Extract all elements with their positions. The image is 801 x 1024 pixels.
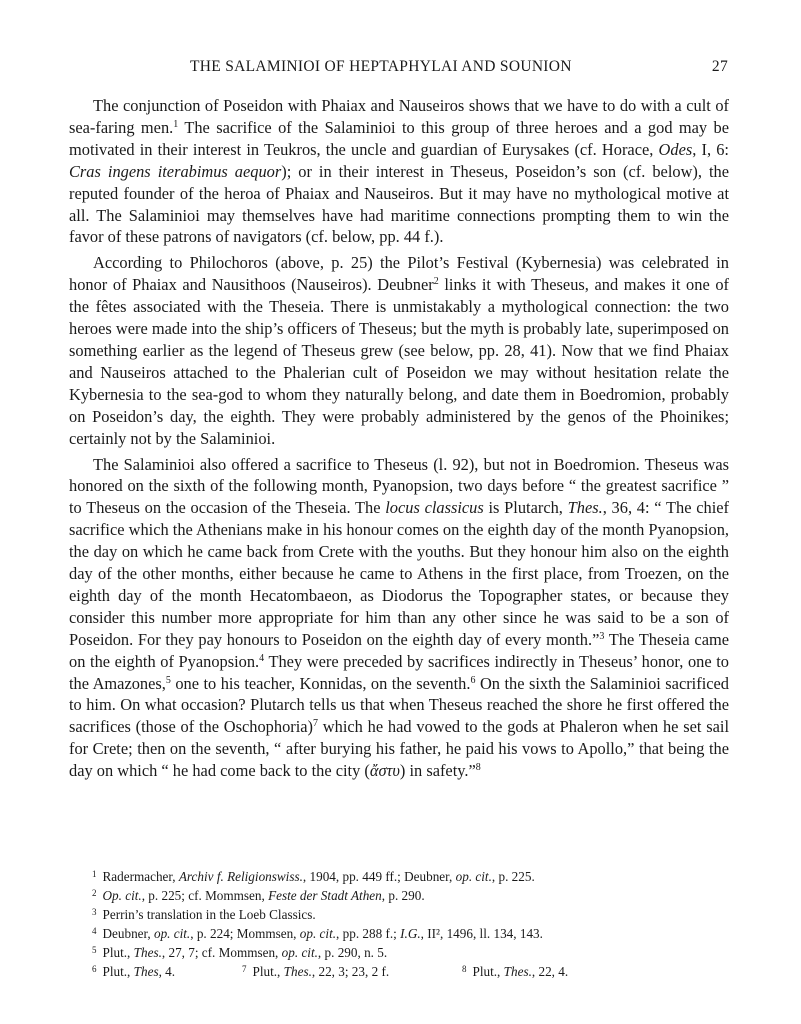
text-run: They were preceded by sacrifices indirectly in Theseus’ honor, one to the Amazones,: [69, 651, 729, 693]
text-run: , p. 225.: [491, 869, 535, 884]
footnote-number: 7: [242, 964, 247, 974]
text-run: Radermacher,: [102, 869, 179, 884]
italic-title: Odes: [658, 139, 693, 159]
text-run: , p. 225; cf. Mommsen,: [141, 888, 269, 903]
italic-abbrev: op. cit.: [299, 926, 337, 941]
text-run: , 36, 4: “ The chief sacrifice which the Athenians make in his honour comes on the eighth day of the month Pyanopsion, the day on which he came back from Crete with the youths. But they honour him also on the eighth day of the other months, either because he came to Athens in the first place, from Troezen, on the eighth day of the month Hecatombaeon, as Diodorus the Topographer states, or because they consider this number more appropriate for him than any other since he was said to be a son of Poseidon. For they pay honours to Poseidon on the eighth day of every month.”: [69, 498, 729, 649]
text-run: The Salaminioi also offered a sacrifice to Theseus (l. 92), but not in Boedromion. Theseus was honored on the sixth of the following month, Pyanopsion, two days before “ the greatest sacrifice ” to Theseus on the occasion of the Theseia. The: [69, 454, 729, 518]
text-run: Plut.,: [102, 945, 134, 960]
text-run: The conjunction of Poseidon with Phaiax and Nauseiros shows that we have to do with a cult of sea-faring men.: [69, 96, 729, 137]
footnote-3: [92, 905, 712, 924]
footnote-number: 8: [462, 964, 467, 974]
footnote-ref: 1: [173, 118, 179, 130]
footnote-7: [242, 962, 462, 981]
italic-abbrev: I.G.: [400, 926, 421, 941]
footnote-number: 1: [92, 869, 97, 879]
footnote-5: [92, 943, 712, 962]
footnote-ref: 2: [433, 276, 439, 288]
text-run: Deubner,: [102, 926, 154, 941]
footnote-number: 5: [92, 945, 97, 955]
text-run: is Plutarch,: [483, 498, 568, 518]
text-run: links it with Theseus, and makes it one of the fêtes associated with the Theseia. There is unmistakably a mythological connection: the two heroes were made into the ship’s officers of Theseus; but the myth is probably late, superimposed on something earlier as the legend of Theseus grew (see below, pp. 28, 41). Now that we find Phaiax and Nauseiros attached to the Phalerian cult of Poseidon we may without hesitation relate the Kybernesia to the sea-god to whom they naturally belong, and date them in Boedromion, probably on Poseidon’s day, the eighth. They were probably administered by the genos of the Phoinikes; certainly not by the Salaminioi.: [69, 275, 729, 448]
footnote-2: [92, 886, 712, 905]
text-run: one to his teacher, Konnidas, on the seventh.: [170, 673, 471, 693]
footnote-row-6-8: [92, 962, 712, 981]
text-run: ); or in their interest in Theseus, Poseidon’s son (cf. below), the reputed founder of the heroa of Phaiax and Nauseiros. But it may have no mythological motive at all. The Salaminioi may themselves have had maritime connections prompting them to win the favor of these patrons of navigators (cf. below, pp. 44 f.).: [69, 161, 729, 247]
text-run: , 22, 3; 23, 2 f.: [311, 964, 390, 979]
text-run: The Theseia came on the eighth of Pyanopsion.: [69, 629, 729, 671]
page-number: 27: [711, 58, 728, 75]
text-run: , p. 290.: [381, 888, 425, 903]
footnote-ref: 6: [470, 674, 476, 686]
italic-abbrev: op. cit.: [281, 945, 318, 960]
footnote-ref: 8: [475, 762, 481, 774]
text-run: , p. 290, n. 5.: [317, 945, 388, 960]
greek-word: ἄστυ: [369, 761, 400, 781]
footnote-ref: 3: [599, 630, 605, 642]
italic-abbrev: op. cit.: [455, 869, 492, 884]
text-run: , 1904, pp. 449 ff.; Deubner,: [302, 869, 456, 884]
text-run: , pp. 288 f.;: [336, 926, 401, 941]
text-run: On the sixth the Salaminioi sacrificed to him. On what occasion? Plutarch tells us that when Theseus reached the shore he first offered the sacrifices (those of the Oschophoria): [69, 673, 729, 737]
text-run: Plut.,: [472, 964, 504, 979]
text-run: According to Philochoros (above, p. 25) the Pilot’s Festival (Kybernesia) was celebrated in honor of Phaiax and Nausithoos (Nauseiros). Deubner: [69, 253, 729, 295]
text-run: , I, 6:: [692, 139, 729, 159]
footnote-number: 3: [92, 907, 97, 917]
running-title: THE SALAMINIOI OF HEPTAPHYLAI AND SOUNION: [190, 58, 572, 75]
footnote-number: 4: [92, 926, 97, 936]
footnote-8: [462, 962, 568, 981]
text-run: which he had vowed to the gods at Phaleron when he set sail for Crete; then on the seventh, “ after burying his father, he paid his vows to Apollo,” that being the day on which “ he had come back to the city (: [69, 717, 730, 781]
footnote-ref: 4: [259, 652, 265, 664]
text-run: Plut.,: [252, 964, 284, 979]
text-run: , 27, 7; cf. Mommsen,: [161, 945, 282, 960]
footnote-ref: 5: [165, 674, 171, 686]
text-run: Plut.,: [102, 964, 134, 979]
running-header: [92, 58, 732, 80]
paragraph-1: [69, 95, 729, 248]
italic-quote: Cras ingens iterabimus aequor: [69, 161, 282, 181]
paragraph-3: [69, 454, 729, 783]
footnote-6: [92, 962, 242, 981]
italic-abbrev: Thes.: [503, 964, 532, 979]
italic-title: Thes.: [567, 498, 603, 518]
italic-abbrev: Thes.: [283, 964, 312, 979]
text-run: ) in safety.”: [399, 761, 476, 781]
text-run: , 4.: [158, 964, 176, 979]
italic-abbrev: Thes: [133, 964, 159, 979]
text-run: Perrin’s translation in the Loeb Classics.: [102, 907, 316, 922]
italic-title: Archiv f. Religionswiss.: [178, 869, 303, 884]
footnote-number: 2: [92, 888, 97, 898]
italic-abbrev: op. cit.: [153, 926, 191, 941]
italic-term: locus classicus: [385, 498, 484, 518]
main-text: [69, 95, 729, 786]
text-run: The sacrifice of the Salaminioi to this group of three heroes and a god may be motivated in their interest in Teukros, the uncle and guardian of Eurysakes (cf. Horace,: [69, 117, 729, 159]
footnote-1: [92, 867, 712, 886]
italic-title: Feste der Stadt Athen: [268, 888, 382, 903]
paragraph-2: [69, 252, 729, 449]
text-run: , 22, 4.: [531, 964, 569, 979]
footnote-ref: 7: [313, 718, 319, 730]
italic-abbrev: Op. cit.: [102, 888, 142, 903]
text-run: , II², 1496, ll. 134, 143.: [420, 926, 543, 941]
text-run: , p. 224; Mommsen,: [190, 926, 300, 941]
italic-abbrev: Thes.: [133, 945, 162, 960]
footnote-4: [92, 924, 712, 943]
footnote-number: 6: [92, 964, 97, 974]
